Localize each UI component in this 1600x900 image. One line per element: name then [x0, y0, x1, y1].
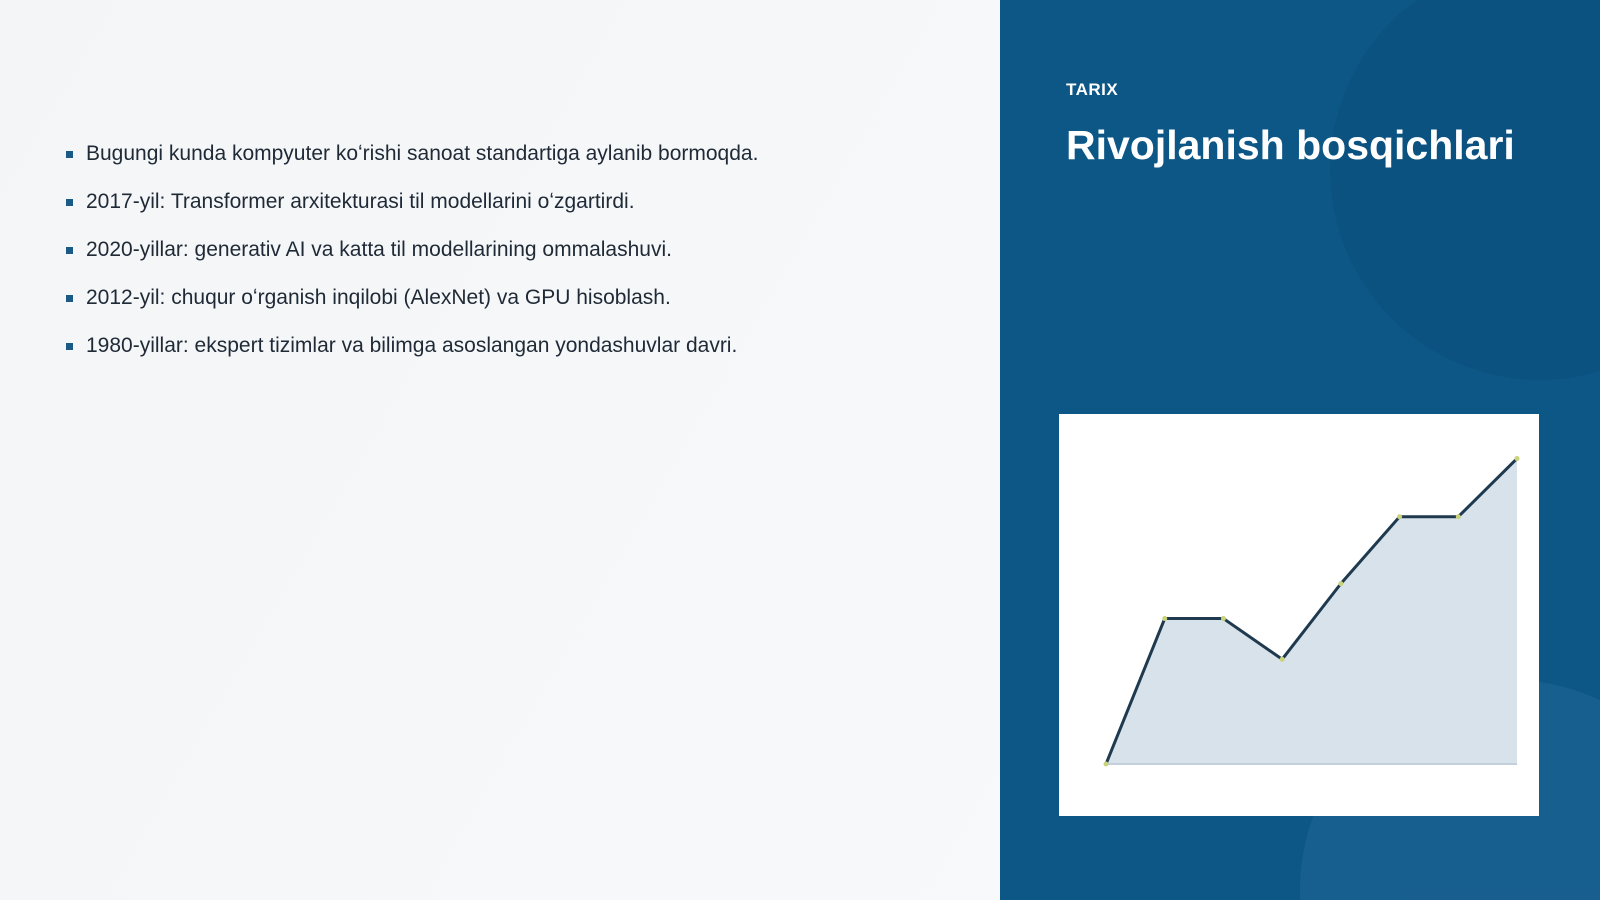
- chart-card: [1059, 414, 1539, 816]
- data-point: [1280, 657, 1285, 662]
- data-point: [1338, 581, 1343, 586]
- bullet-square-icon: [66, 295, 73, 302]
- bullet-item: [66, 140, 966, 188]
- bullet-item: [66, 188, 966, 236]
- title-panel: [1000, 0, 1600, 900]
- data-point: [1397, 514, 1402, 519]
- bullet-item: [66, 284, 966, 332]
- bullet-square-icon: [66, 247, 73, 254]
- area-fill: [1106, 459, 1517, 764]
- data-point: [1221, 616, 1226, 621]
- decorative-circle: [1330, 0, 1600, 380]
- slide-title: Rivojlanish bosqichlari: [1066, 122, 1515, 168]
- data-point: [1104, 762, 1109, 767]
- bullet-item: [66, 236, 966, 284]
- bullet-text: 1980-yillar: ekspert tizimlar va bilimga asoslangan yondashuvlar davri.: [86, 334, 738, 357]
- bullet-square-icon: [66, 343, 73, 350]
- data-point: [1515, 456, 1520, 461]
- section-label: TARIX: [1066, 80, 1119, 99]
- bullet-text: 2017-yil: Transformer arxitekturasi til modellarini oʻzgartirdi.: [86, 190, 635, 213]
- bullet-text: 2020-yillar: generativ AI va katta til modellarining ommalashuvi.: [86, 238, 672, 261]
- bullet-text: 2012-yil: chuqur oʻrganish inqilobi (AlexNet) va GPU hisoblash.: [86, 286, 671, 309]
- bullet-square-icon: [66, 199, 73, 206]
- bullet-list: [66, 140, 966, 380]
- area-chart: [1059, 414, 1539, 816]
- data-point: [1162, 616, 1167, 621]
- bullet-text: Bugungi kunda kompyuter koʻrishi sanoat standartiga aylanib bormoqda.: [86, 142, 759, 165]
- data-point: [1456, 514, 1461, 519]
- bullet-item: [66, 332, 966, 380]
- bullet-square-icon: [66, 151, 73, 158]
